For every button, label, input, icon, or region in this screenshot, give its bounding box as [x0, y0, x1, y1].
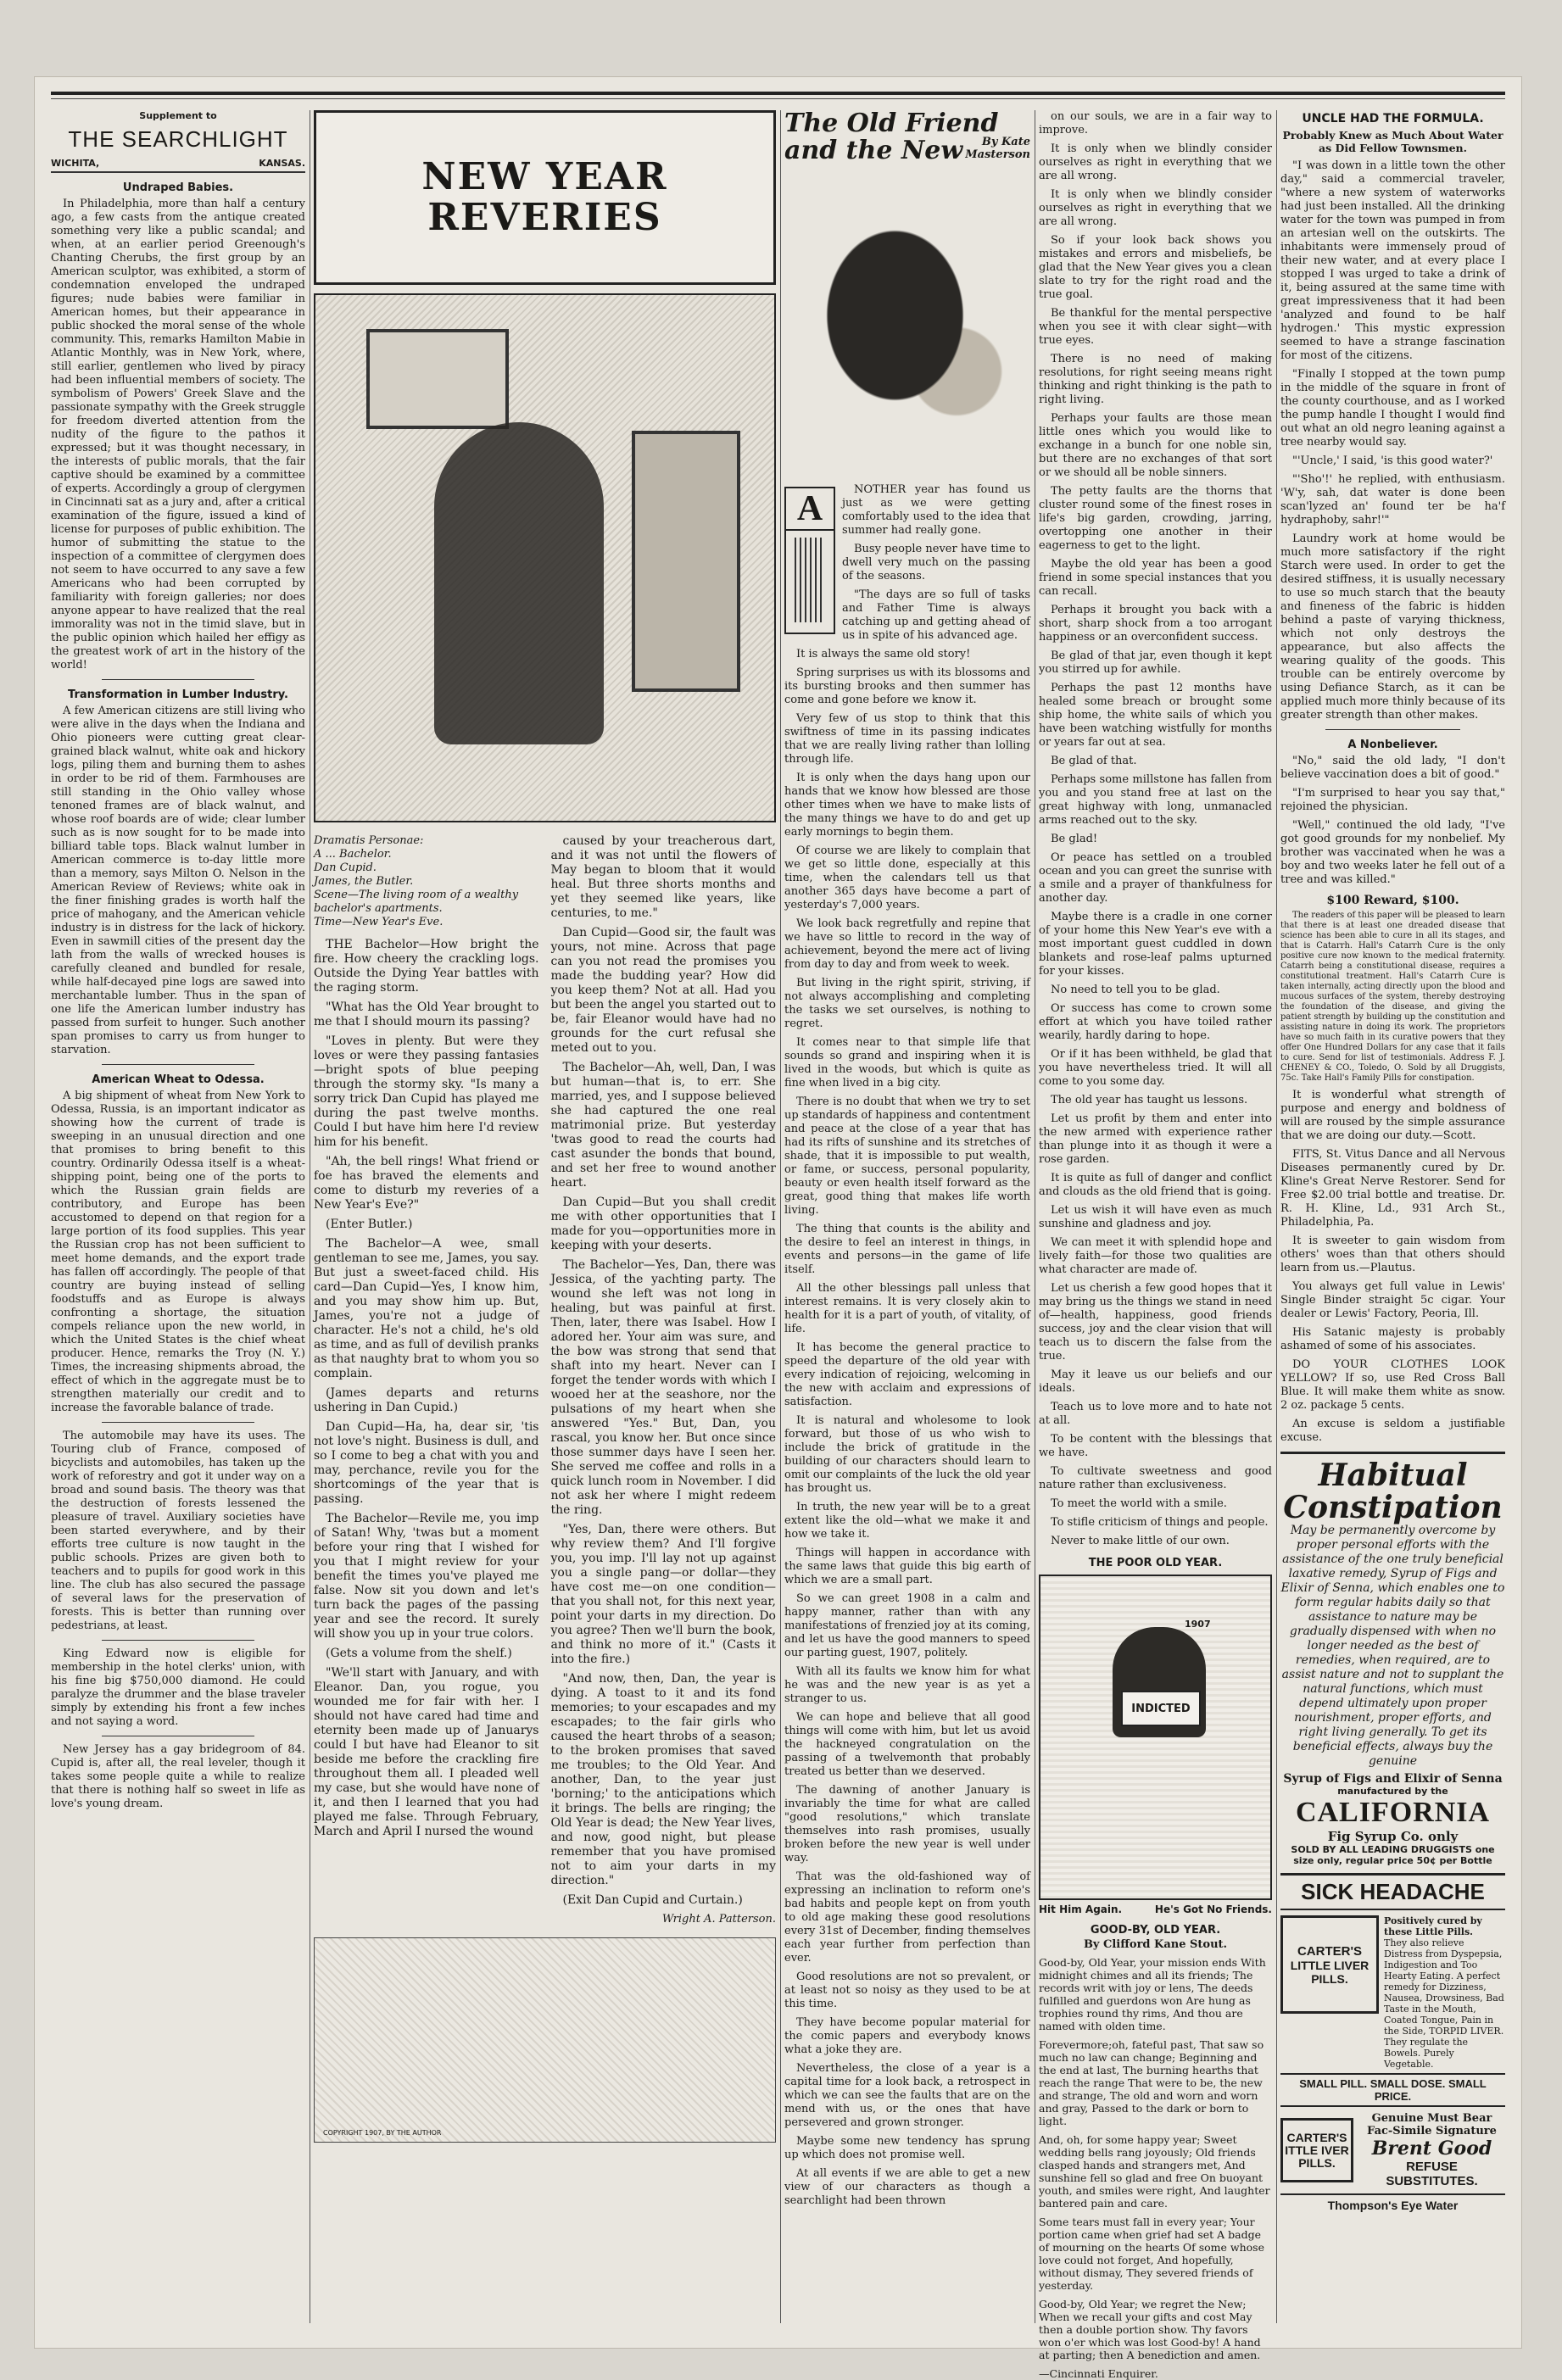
article-body-king: King Edward now is eligible for membership in the hotel clerks' union, with his fine big $750,000 diamond. He could paralyze the drummer and the blase traveler simply by extending his front a few inches and not saying a word. [51, 1647, 305, 1728]
essay-para: Be glad of that jar, even though it kept you stirred up for awhile. [1039, 649, 1272, 676]
misc-para: It is wonderful what strength of purpose and energy and boldness of will are roused by the simple assurance that we are doing our duty.—Scott. [1280, 1089, 1505, 1142]
bachelor-fireside-illustration [314, 293, 776, 822]
essay-para: To be content with the blessings that we have. [1039, 1433, 1272, 1459]
play-para: "Ah, the bell rings! What friend or foe has braved the elements and come to disturb my reveries of a New Year's Eve?" [314, 1155, 539, 1212]
article-body-lumber: A few American citizens are still living who were alive in the days when the Indiana and Ohio pioneers were cutting great clear-grained black walnut, white oak and hickory logs, piling them and burning them to ashes in order to be rid of them. Farmhouses are still standing in the Ohio valley whose tenoned frames are of black walnut, and whose roof boards are of wide; clear lumber such as is now sought for to be made into billiard table tops. Black walnut lumber in American commerce is to-day little more than a memory, says Milton O. Nelson in the American Review of Reviews; white oak in the finer finishing grades is worth half the price of mahogany, and the American vehicle industry is in distress for the lack of hickory. Even in sawmill cities of the present day the lath from the walls of wrecked houses is carefully cleaned and bundled for resale, while half-decayed pine logs are sawed into merchantable lumber. Thus in the span of one life the American lumber industry has passed from surfeit to hunger. Such another span promises to carry us from hunger to starvation. [51, 705, 305, 1056]
play-para: Dan Cupid—But you shall credit me with other opportunities that I made for you—opportunities more in keeping with your deserts. [550, 1196, 776, 1252]
facsimile-signature: Brent Good [1371, 2138, 1492, 2160]
play-para: (Enter Butler.) [326, 1218, 413, 1231]
woman-with-child-illustration [784, 203, 1030, 483]
play-para: "And now, then, Dan, the year is dying. A toast to it and its fond memories; to your escapades and my escapades; to the fair girls who caused the heart throbs of a season; to the broken promises that saved me troubles; to the Old Year. And another, Dan, to the year just 'borning;' to the anticipations which it brings. The bells are ringing; the Old Year is dead; the New Year lives, and now, good night, but please remember that you have promised not to aim your darts in my direction." [550, 1672, 776, 1887]
essay-para: Of course we are likely to complain that we get so little done, especially at this time, when the calendars tell us that another 365 days have become a part of yesterday's 7,000 years. [784, 844, 1030, 911]
ad-title-line2: Constipation [1283, 1490, 1503, 1525]
poem-title: GOOD-BY, OLD YEAR. [1090, 1924, 1221, 1937]
article-body-jersey: New Jersey has a gay bridegroom of 84. Cupid is, after all, the real leveler, though it takes some people quite a while to realize that there is nothing half so sweet in life as love's young dream. [51, 1743, 305, 1810]
cast-heading: Dramatis Personae: [314, 834, 424, 847]
essay-para: At all events if we are able to get a new view of our characters as though a searchlight had been thrown [784, 2167, 1030, 2207]
essay-para: It is only when we blindly consider ourselves as right in everything that we are all wrong. [1039, 188, 1272, 228]
ad-manufactured: manufactured by the [1337, 1786, 1448, 1797]
reward-text: The readers of this paper will be pleased to learn that there is at least one dreaded disease that science has been able to cure in all its stages, and that is Catarrh. Hall's Catarrh Cure is the only positive cure now known to the medical fraternity. Catarrh being a constitutional disease, requires a constitutional treatment. Hall's Catarrh Cure is taken internally, acting directly upon the blood and mucous surfaces of the system, thereby destroying the foundation of the disease, and giving the patient strength by building up the constitution and assisting nature in doing its work. The proprietors have so much faith in its curative powers that they offer One Hundred Dollars for any case that it fails to cure. Send for list of testimonials. Address F. J. CHENEY & CO., Toledo, O. Sold by all Druggists, 75c. Take Hall's Family Pills for constipation. [1280, 911, 1505, 1083]
ad-brand: Syrup of Figs and Elixir of Senna [1283, 1772, 1503, 1786]
essay-para: No need to tell you to be glad. [1051, 984, 1220, 996]
essay-para: It is only when we blindly consider ourselves as right in everything that we are all wrong. [1039, 142, 1272, 182]
carters-small-logo: CARTER'S ITTLE IVER PILLS. [1280, 2118, 1353, 2182]
cast-list [314, 834, 539, 929]
poem-stanza: Good-by, Old Year; we regret the New; When we recall your gifts and cost May then a double portion show. Thy favors won o'er which was lost Good-by! A hand at parting; then A benediction and amen. [1039, 2298, 1261, 2361]
essay-para: Spring surprises us with its blossoms and its bursting brooks and then summer has come and gone before we know it. [784, 666, 1030, 706]
carters-logo-box [1280, 1915, 1379, 2014]
byline-first: Kate [1001, 136, 1030, 148]
essay-para: The petty faults are the thorns that cluster round some of the finest roses in life's big garden, crowding, jarring, overtopping one another in their eagerness to get to the light. [1039, 485, 1272, 552]
essay-para: To cultivate sweetness and good nature rather than exclusiveness. [1039, 1465, 1272, 1491]
misc-para: You always get full value in Lewis' Single Binder straight 5c cigar. Your dealer or Lewis' Factory, Peoria, Ill. [1280, 1280, 1505, 1320]
poem-byline: By Clifford Kane Stout. [1083, 1938, 1228, 1951]
divider [102, 1422, 254, 1423]
essay-para: In truth, the new year will be to a great extent like the old—what we make it and how we take it. [784, 1501, 1030, 1541]
essay-para: With all its faults we know him for what he was and the new year is as yet a stranger to us. [784, 1665, 1030, 1705]
essay-para: But living in the right spirit, striving, if not always accomplishing and completing the tasks we set ourselves, is nothing to regret. [784, 977, 1030, 1030]
play-para: Dan Cupid—Ha, ha, dear sir, 'tis not love's night. Business is dull, and so I come to beg a chat with you and may, perchance, revile you for the shortcomings of the year that is passing. [314, 1420, 539, 1506]
misc-para: FITS, St. Vitus Dance and all Nervous Diseases permanently cured by Dr. Kline's Great Nerve Restorer. Send for Free $2.00 trial bottle and treatise. Dr. R. H. Kline, Ld., 931 Arch St., Philadelphia, Pa. [1280, 1148, 1505, 1229]
reveries-title-line2: REVERIES [427, 196, 662, 239]
formula-para: "I was down in a little town the other day," said a commercial traveler, "where a new system of waterworks had just been installed. All the drinking water for the town was pumped in from an artesian well on the outskirts. The inhabitants were immensely proud of their new water, and at every place I stopped I was urged to take a drink of it, being assured at the same time with great impressiveness that it had been 'analyzed and found to be half hydrogen.' This mystic expression seemed to have a strange fascination for most of the citizens. [1280, 159, 1505, 362]
formula-deck: Probably Knew as Much About Water as Did Fellow Townsmen. [1282, 129, 1503, 154]
play-para: "We'll start with January, and with Eleanor. Dan, you rogue, you wounded me for fair with her. I should not have cared had time and eternity been made up of Januarys could I but have had Eleanor to sit beside me before the crackling fire throughout them all. I pleaded well my case, but she would have none of it, and then I learned that you had played me false. Through February, March and April I nursed the wound [314, 1666, 539, 1838]
poem-stanza: Some tears must fall in every year; Your portion came when grief had set A badge of mourning on the hearts Of some whose love could not forget, And hopefully, without dismay, They severed friends of yesterday. [1039, 2216, 1264, 2292]
old-year-cartoon [1039, 1575, 1272, 1900]
play-para: The Bachelor—Ah, well, Dan, I was but human—that is, to err. She married, yes, and I suppose believed she had captured the one real matrimonial prize. But yesterday 'twas good to read the courts had cast asunder the bonds that bound, and set her free to wound another heart. [550, 1061, 776, 1190]
article-title-wheat: American Wheat to Odessa. [92, 1073, 265, 1086]
play-text [314, 834, 776, 1926]
fireplace-drawing [632, 431, 740, 692]
ad-company: Fig Syrup Co. only [1327, 1829, 1459, 1844]
column-divider [780, 110, 781, 2323]
divider [102, 1064, 254, 1065]
essay-para: Maybe the old year has been a good friend in some special instances that you can recall. [1039, 558, 1272, 598]
essay-para: There is no doubt that when we try to set up standards of happiness and contentment and peace at the close of a year that has had its rifts of sunshine and its stretches of shade, that it is impossible to put wealth, or fame, or success, personal popularity, beauty or even health itself forward as the great, good thing that makes life worth living. [784, 1095, 1030, 1217]
genuine-block [1358, 2112, 1505, 2188]
misc-para: His Satanic majesty is probably ashamed of some of his associates. [1280, 1326, 1505, 1352]
old-friend-title-line1: The Old Friend [784, 109, 999, 138]
poem-stanza: And, oh, for some happy year; Sweet wedding bells rang joyously; Old friends clasped hands and strangers met, And sunshine fell so glad and free On buoyant youth, and smiles were right, And laughter bantered pain and care. [1039, 2133, 1270, 2210]
essay-para: Teach us to love more and to hate not at all. [1039, 1401, 1272, 1427]
nonbeliever-para: "Well," continued the old lady, "I've got good grounds for my nonbelief. My brother was vaccinated when he was a boy and two weeks later he fell out of a tree and was killed." [1280, 819, 1505, 886]
scene-line: Scene—The living room of a wealthy bachelor's apartments. [314, 889, 519, 915]
column-4 [1039, 110, 1272, 2380]
essay-para: Let us wish it will have even as much sunshine and gladness and joy. [1039, 1204, 1272, 1230]
play-para: (Gets a volume from the shelf.) [326, 1647, 512, 1660]
carters-ad [1280, 1915, 1505, 2070]
divider [102, 1640, 254, 1641]
dropcap-letter: A [786, 488, 834, 531]
essay-para: The old year has taught us lessons. [1051, 1094, 1248, 1106]
article-body-wheat: A big shipment of wheat from New York to Odessa, Russia, is an important indicator as showing how the current of trade is sweeping in an unusual direction and one that promises to bring benefit to this country. Ordinarily Odessa itself is a wheat-shipping point, being one of the ports to which the Russian grain fields are contributory, and Europe has been accustomed to depend on that region for a large portion of its food supplies. This year the Russian crop has not been sufficient to meet home demands, and the export trade has fallen off accordingly. The people of that country are buying instead of selling foodstuffs and as Europe is always confronting a shortage, the situation compels reliance upon the new world, in which the United States is the chief wheat producer. Hence, remarks the Troy (N. Y.) Times, the increasing shipments abroad, the effect of which in the aggregate must be to strengthen materially our credit and to increase the favorable balance of trade. [51, 1090, 305, 1414]
play-para: THE Bachelor—How bright the fire. How cheery the crackling logs. Outside the Dying Year battles with the raging storm. [314, 938, 539, 995]
article-body-auto: The automobile may have its uses. The Touring club of France, composed of bicyclists and automobiles, has taken up the work of reforestry and got it under way on a broad and sound basis. The theory was that the destruction of forests lessened the pleasure of travel. Auxiliary societies have been started everywhere, and by their efforts tree culture is now taught in the public schools. Prizes are given both to teachers and to pupils for good work in this line. The club has also secured the passage of several laws for the preservation of forests. This is better than running over pedestrians, at least. [51, 1430, 305, 1632]
essay-para: Things will happen in accordance with the same laws that guide this big earth of which we are a small part. [784, 1547, 1030, 1586]
play-para: caused by your treacherous dart, and it was not until the flowers of May began to bloom that it would heal. But three shorts months and yet they seemed like years, like centuries, to me." [550, 834, 776, 920]
ad-title-line1: Habitual [1318, 1458, 1468, 1493]
essay-para: Be glad of that. [1051, 755, 1137, 767]
formula-para: Laundry work at home would be much more satisfactory if the right Starch were used. In order to get the desired stiffness, it is usually necessary to use so much starch that the beauty and fineness of the fabric is hidden behind a paste of varying thickness, which not only destroys the appearance, but also affects the wearing quality of the goods. This trouble can be entirely overcome by using Defiance Starch, as it can be applied much more thinly because of its greater strength than other makes. [1280, 532, 1505, 722]
essay-para: So if your look back shows you mistakes and errors and misbeliefs, be glad that the New Year gives you a clean slate to try for the right road and the true goal. [1039, 234, 1272, 301]
essay-para: Perhaps the past 12 months have healed some breach or brought some ship home, the white sails of which you have been watching wistfully for months or years far out at sea. [1039, 682, 1272, 749]
essay-para: Be thankful for the mental perspective when you see it with clear sight—with true eyes. [1039, 307, 1272, 347]
ad-body: May be permanently overcome by proper personal efforts with the assistance of the one truly beneficial laxative remedy, Syrup of Figs and Elixir of Senna, which enables one to form regular habits daily so that assistance to nature may be gradually dispensed with when no longer needed as the best of remedies, when required, are to assist nature and not to supplant the natural functions, which must depend ultimately upon proper nourishment, proper efforts, and right living generally. To get its beneficial effects, always buy the genuine [1280, 1524, 1505, 1768]
essay-para: All the other blessings pall unless that interest remains. It is very closely akin to health for it is a part of youth, of vitality, of life. [784, 1282, 1030, 1335]
play-para: (James departs and returns ushering in Dan Cupid.) [314, 1386, 539, 1414]
essay-para: The dawning of another January is invariably the time for what are called "good resolutions," which translate themselves into rash promises, usually broken before the new year is well under way. [784, 1784, 1030, 1864]
sick-headache-ad-title: SICK HEADACHE [1280, 1873, 1505, 1910]
essay-para: We can hope and believe that all good things will come with him, but let us avoid the hackneyed congratulation on the passing of a twelvemonth that probably treated us better than we deserved. [784, 1711, 1030, 1778]
essay-para: They have become popular material for the comic papers and everybody knows what a joke they are. [784, 2016, 1030, 2056]
masthead-state: KANSAS. [259, 158, 305, 169]
essay-para: It is natural and wholesome to look forward, but those of us who wish to include the brick of gratitude in the building of our characters should learn to omit our complaints of the luck the old year has brought us. [784, 1414, 1030, 1495]
masthead-dateline [51, 158, 305, 173]
constipation-ad [1280, 1452, 1505, 1866]
essay-para: Good resolutions are not so prevalent, or at least not so noisy as they used to be at this time. [784, 1970, 1030, 2010]
carters-logo-bottom: LITTLE LIVER PILLS. [1290, 1958, 1370, 1986]
old-friend-title-line2: and the New [784, 136, 963, 165]
article-title-undraped: Undraped Babies. [122, 181, 234, 194]
essay-para: Perhaps some millstone has fallen from you and you stand free at last on the great highway with long, unmanacled arms reached out to the sky. [1039, 773, 1272, 827]
essay-para: To meet the world with a smile. [1051, 1497, 1227, 1510]
cupid-doorway-illustration [314, 1937, 776, 2143]
ad-sold: SOLD BY ALL LEADING DRUGGISTS one size only, regular price 50¢ per Bottle [1291, 1844, 1495, 1866]
formula-para: "'Sho'!' he replied, with enthusiasm. 'W'y, sah, dat water is done been scan'lyzed an' found ter be ha'f hydraphoby, sahr!'" [1280, 473, 1505, 527]
top-rule-thin [51, 98, 1505, 99]
cartoon-caption [1039, 1903, 1272, 1915]
byline-last: Masterson [965, 148, 1030, 161]
cast-member: A ... Bachelor. [314, 848, 392, 861]
poem-source: —Cincinnati Enquirer. [1039, 2367, 1158, 2380]
essay-para: There is no need of making resolutions, for right seeing means right thinking and right thinking is the path to right living. [1039, 353, 1272, 406]
masthead-city: WICHITA, [51, 158, 100, 169]
newspaper-page [34, 76, 1522, 2380]
old-friend-byline [965, 136, 1030, 161]
formula-para: "Finally I stopped at the town pump in the middle of the square in front of the county courthouse, and as I worked the pump handle I thought I would find out what an old negro leaning against a tree nearby would say. [1280, 368, 1505, 449]
picture-frame-drawing [366, 329, 509, 429]
essay-para: NOTHER year has found us just as we were getting comfortably used to the idea that summer had really gone. [842, 483, 1030, 537]
essay-para: Or success has come to crown some effort at which you have toiled rather wearily, hardly daring to hope. [1039, 1002, 1272, 1042]
essay-para: Let us cherish a few good hopes that it may bring us the things we stand in need of—health, happiness, good friends success, joy and the clear vision that will teach us to discern the false from the true. [1039, 1282, 1272, 1363]
essay-para: The thing that counts is the ability and the desire to feel an interest in things, in events and persons—in the game of life itself. [784, 1223, 1030, 1276]
masthead-supplement: Supplement to [139, 110, 217, 121]
essay-para: It comes near to that simple life that sounds so grand and inspiring when it is lived in the woods, but which is quite as fine when lived in a big city. [784, 1036, 1030, 1090]
essay-para: "The days are so full of tasks and Father Time is always catching up and getting ahead of us in spite of his advanced age. [842, 588, 1030, 642]
divider [102, 679, 254, 680]
essay-para: So we can greet 1908 in a calm and happy manner, rather than with any manifestations of frenzied joy at its coming, and let us have the good manners to speed our parting guest, 1907, politely. [784, 1592, 1030, 1659]
play-para: "Yes, Dan, there were others. But why review them? And I'll forgive you, you imp. I'll lay not up against you a single pang—or dollar—they have cost me—on one condition—that you shall not, for this next year, point your darts in my direction. Do you agree? Then we'll burn the book, and think no more of it." (Casts it into the fire.) [550, 1523, 776, 1666]
essay-para: It is always the same old story! [796, 648, 971, 660]
ad-california: CALIFORNIA [1295, 1797, 1491, 1828]
essay-para: We look back regretfully and repine that we have so little to record in the way of achievement, beyond the mere act of living from day to day and from week to week. [784, 917, 1030, 971]
cast-member: James, the Butler. [314, 875, 414, 888]
reveries-title-line1: NEW YEAR [421, 155, 668, 198]
essay-para: It has become the general practice to speed the departure of the old year with every indication of rejoicing, welcoming in the new with acclaim and expressions of satisfaction. [784, 1341, 1030, 1408]
byline-by: By [981, 136, 998, 148]
reveries-title [421, 157, 667, 238]
essay-para: Busy people never have time to dwell very much on the passing of the seasons. [842, 543, 1030, 582]
essay-para: We can meet it with splendid hope and lively faith—for those two qualities are what character are made of. [1039, 1236, 1272, 1276]
column-1 [51, 110, 305, 2323]
formula-title: UNCLE HAD THE FORMULA. [1302, 112, 1484, 125]
essay-para: Perhaps it brought you back with a short, sharp shock from a too arrogant happiness or an overconfident success. [1039, 604, 1272, 644]
column-3 [784, 110, 1030, 2323]
nonbeliever-para: "I'm surprised to hear you say that," rejoined the physician. [1280, 787, 1505, 813]
carters-headline: Positively cured by these Little Pills. [1384, 1915, 1482, 1937]
time-line: Time—New Year's Eve. [314, 916, 443, 928]
misc-para: An excuse is seldom a justifiable excuse. [1280, 1418, 1505, 1444]
thompson-eye-water-ad: Thompson's Eye Water [1280, 2193, 1505, 2212]
play-para: (Exit Dan Cupid and Curtain.) [562, 1893, 743, 1907]
play-para: The Bachelor—Revile me, you imp of Satan! Why, 'twas but a moment before your ring that I wished for you that I might review for your benefit the times you've played me false. Now sit you down and let's turn back the pages of the passing year and see the record. It surely will show you up in your true colors. [314, 1512, 539, 1641]
indicted-sign: INDICTED [1121, 1691, 1201, 1726]
caption-right: He's Got No Friends. [1154, 1903, 1272, 1915]
essay-para: Maybe some new tendency has sprung up which does not promise well. [784, 2135, 1030, 2161]
essay-para: It is only when the days hang upon our hands that we know how blessed are those other times when we have to make lists of the many things we have to do and get up early mornings to begin them. [784, 772, 1030, 839]
essay-para: Nevertheless, the close of a year is a capital time for a look back, a retrospect in which we can see the faults that are on the mend with us, or the ones that have persevered and grown stronger. [784, 2062, 1030, 2129]
nonbeliever-para: "No," said the old lady, "I don't believe vaccination does a bit of good." [1280, 755, 1505, 781]
essay-para: Or peace has settled on a troubled ocean and you can greet the sunrise with a smile and a prayer of thankfulness for another day. [1039, 851, 1272, 905]
carters-logo-top: CARTER'S [1297, 1943, 1363, 1959]
poem-body [1039, 1956, 1272, 2380]
play-right-column [551, 834, 777, 1926]
essay-para: Perhaps your faults are those mean little ones which you would like to exchange in a bunch for one noble sin, but there are no exchanges of that sort or we should all be noble sinners. [1039, 412, 1272, 479]
essay-para: It is quite as full of danger and conflict and clouds as the old friend that is going. [1039, 1172, 1272, 1198]
play-para: The Bachelor—A wee, small gentleman to see me, James, you say. But just a sweet-faced child. His card—Dan Cupid—Yes, I know him, and you may show him up. But, James, you're not a judge of character. He's not a child, he's old as time, and as full of devilish pranks as that naughty brat to whom you so complain. [314, 1237, 539, 1380]
essay-para: Or if it has been withheld, be glad that you have nevertheless tried. It will all come to you some day. [1039, 1048, 1272, 1088]
essay-para: Very few of us stop to think that this swiftness of time in its passing indicates that we are really living rather than lolling through life. [784, 712, 1030, 766]
article-title-lumber: Transformation in Lumber Industry. [68, 688, 288, 701]
essay-para: on our souls, we are in a fair way to improve. [1039, 110, 1272, 137]
top-rule [51, 92, 1505, 95]
cartoon-title: THE POOR OLD YEAR. [1088, 1557, 1223, 1569]
author-signature: Wright A. Patterson. [661, 1913, 776, 1926]
essay-para: To stifle criticism of things and people. [1051, 1516, 1269, 1529]
small-pill-line: SMALL PILL. SMALL DOSE. SMALL PRICE. [1280, 2073, 1505, 2107]
reward-title: $100 Reward, $100. [1326, 894, 1459, 907]
divider [1325, 729, 1460, 730]
nonbeliever-title: A Nonbeliever. [1347, 739, 1438, 751]
genuine-text: Genuine Must Bear Fac-Simile Signature [1367, 2112, 1497, 2138]
essay-para: Never to make little of our own. [1051, 1535, 1230, 1547]
column-5 [1280, 110, 1505, 2323]
poem-stanza: Forevermore;oh, fateful past, That saw so much no law can change; Beginning and the end at last, The burning hearths that reach the range That were to be, the new and strange, The old and worn and worn and gray, Passed to the dark or born to light. [1039, 2038, 1264, 2127]
article-body-undraped: In Philadelphia, more than half a century ago, a few casts from the antique created something very like a public scandal; and when, at an earlier period Greenough's Chanting Cherubs, the first group by an American sculptor, was exhibited, a storm of condemnation enveloped the undraped figures; nude babies were familiar in American homes, but their appearance in public shocked the moral sense of the whole community. This, remarks Hamilton Mabie in Atlantic Monthly, was in New York, where, still earlier, gentlemen who lived by piracy had been influential members of society. The symbolism of Powers' Greek Slave and the passionate sympathy with the Greek struggle for freedom diverted attention from the nudity of the figure to the pathos it expressed; but it was thought necessary, in the interests of public morals, that the fair captive should be examined by a committee of experts. Accordingly a group of clergymen in Cincinnati sat as a jury and, after a critical examination of the figure, issued a kind of license for purposes of public exhibition. The humor of submitting the statue to the inspection of a committee of clergymen does not seem to have occurred to any save a few Americans who had been corrupted by familiarity with foreign galleries; nor does anyone appear to have realized that the real immorality was not in the timid slave, but in the public opinion which hailed her effigy as the greatest work of art in the history of the world! [51, 198, 305, 672]
play-para: The Bachelor—Yes, Dan, there was Jessica, of the yachting party. The wound she left was not long in healing, but was painful at first. Then, later, there was Isabel. How I adored her. Your aim was sure, and the bow was strong that send that shaft into my heart. Never can I forget the tender words with which I wooed her at the seashore, nor the pulsations of my heart when she answered "Yes." But, Dan, you rascal, you know her. But once since those summer days have I seen her. She served me coffee and rolls in a quick lunch room in November. I did not ask her where I might redeem the ring. [550, 1258, 776, 1517]
reveries-banner [314, 110, 776, 285]
bachelor-figure-drawing [434, 422, 604, 744]
cast-member: Dan Cupid. [314, 861, 377, 874]
carters-genuine-ad [1280, 2112, 1505, 2188]
dropcap-box [784, 487, 835, 634]
play-left-column [314, 834, 539, 1926]
carters-body: They also relieve Distress from Dyspepsia, Indigestion and Too Hearty Eating. A perfect remedy for Dizziness, Nausea, Drowsiness, Bad Taste in the Mouth, Coated Tongue, Pain in the Side, TORPID LIVER. They regulate the Bowels. Purely Vegetable. [1384, 1937, 1504, 2070]
essay-para: Maybe there is a cradle in one corner of your home this New Year's eve with a most important guest cuddled in down blankets and rose-leaf palms upturned for your kisses. [1039, 911, 1272, 978]
essay-para: May it leave us our beliefs and our ideals. [1039, 1368, 1272, 1395]
essay-para: Let us profit by them and enter into the new armed with experience rather than plunge into it as though it were a rose garden. [1039, 1112, 1272, 1166]
column-divider [1276, 110, 1277, 2323]
refuse-substitutes: REFUSE SUBSTITUTES. [1386, 2160, 1478, 2188]
copyright-credit: COPYRIGHT 1907, BY THE AUTHOR [323, 2129, 442, 2137]
misc-para: It is sweeter to gain wisdom from others' woes than that others should learn from us.—Plautus. [1280, 1235, 1505, 1274]
misc-para: DO YOUR CLOTHES LOOK YELLOW? If so, use Red Cross Ball Blue. It will make them white as snow. 2 oz. package 5 cents. [1280, 1358, 1505, 1412]
play-para: "What has the Old Year brought to me that I should mourn its passing? [314, 1000, 539, 1028]
ornament-icon [795, 538, 825, 622]
caption-left: Hit Him Again. [1039, 1903, 1123, 1915]
column-2 [314, 110, 776, 2323]
carters-text [1384, 1915, 1505, 2070]
play-para: Dan Cupid—Good sir, the fault was yours, not mine. Across that page can you not read the promises you made the budding year? How did you keep them? Not at all. Had you but been the angel you started out to be, fair Eleanor would have had no grounds for the curt refusal she meted out to you. [550, 926, 776, 1055]
essay-para: That was the old-fashioned way of expressing an inclination to reform one's bad habits and people kept on from youth to old age making these good resolutions every 31st of December, finding themselves each year further from perfection than ever. [784, 1870, 1030, 1965]
essay-para: Be glad! [1051, 833, 1098, 845]
play-para: "Loves in plenty. But were they loves or were they passing fantasies—bright spots of blue peeping through the stormy sky. "Is many a sorry trick Dan Cupid has played me during the past twelve months. Could I but have him here I'd review him for his benefit. [314, 1034, 539, 1149]
cartoon-year-label: 1907 [1185, 1619, 1211, 1630]
masthead-title: THE SEARCHLIGHT [68, 126, 288, 152]
poem-stanza: Good-by, Old Year, your mission ends With midnight chimes and all its friends; The records writ with joy or lens, The deeds fulfilled and guerdons won Are hung as trophies round thy rims, And thou are named with olden time. [1039, 1956, 1266, 2032]
formula-para: "'Uncle,' I said, 'is this good water?' [1292, 454, 1493, 467]
